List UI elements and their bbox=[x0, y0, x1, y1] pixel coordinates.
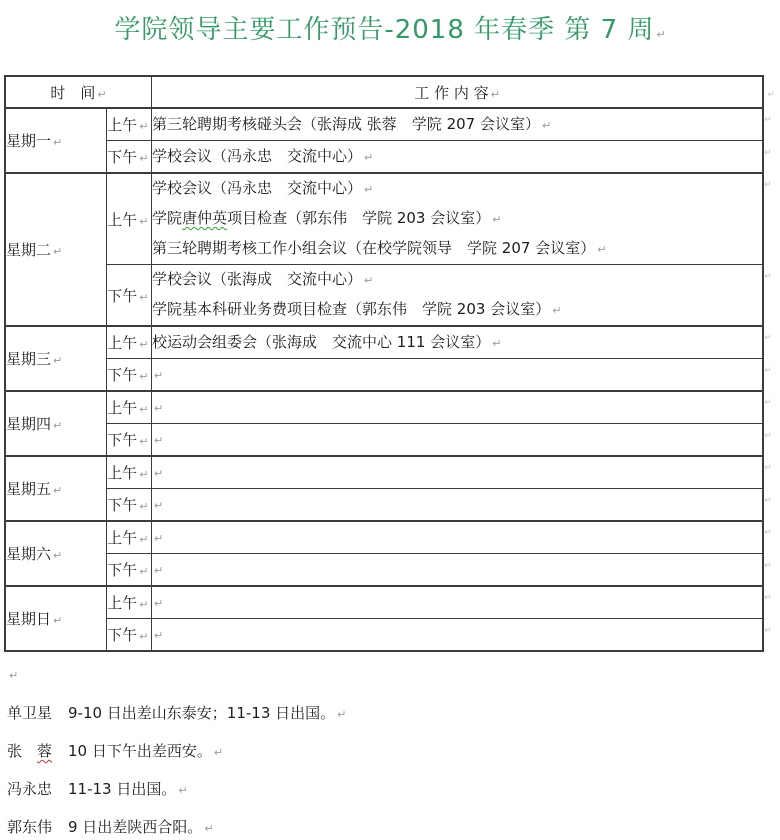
paragraph-mark-icon: ↵ bbox=[154, 368, 164, 382]
schedule-row bbox=[5, 619, 779, 652]
paragraph-mark-icon: ↵ bbox=[139, 598, 149, 611]
paragraph-mark-icon: ↵ bbox=[139, 500, 149, 513]
row-end-mark-icon: ↵ bbox=[764, 463, 772, 473]
paragraph-mark-icon: ↵ bbox=[337, 708, 347, 721]
content-cell bbox=[152, 521, 764, 554]
day-cell bbox=[5, 391, 107, 456]
row-end-marker bbox=[763, 521, 779, 554]
note-line bbox=[7, 816, 780, 838]
paragraph-mark-icon: ↵ bbox=[139, 435, 149, 448]
row-end-mark-icon: ↵ bbox=[767, 90, 775, 100]
note-name: 郭东伟 bbox=[7, 818, 53, 836]
period-label: 上午 bbox=[107, 529, 138, 547]
row-end-mark-icon: ↵ bbox=[764, 180, 772, 190]
paragraph-mark-icon: ↵ bbox=[178, 784, 188, 797]
paragraph-mark-icon: ↵ bbox=[53, 614, 63, 627]
paragraph-mark-icon: ↵ bbox=[53, 136, 63, 149]
schedule-table bbox=[4, 75, 780, 652]
period-label: 上午 bbox=[107, 594, 138, 612]
content-cell bbox=[152, 326, 764, 359]
row-end-marker bbox=[763, 456, 779, 489]
row-end-mark-icon: ↵ bbox=[764, 625, 772, 636]
note-name: 单卫星 bbox=[7, 704, 53, 722]
day-cell bbox=[5, 326, 107, 391]
schedule-line bbox=[152, 620, 762, 650]
note-detail: 9-10 日出差山东泰安；11-13 日出国。 bbox=[68, 704, 336, 722]
empty-paragraph bbox=[7, 664, 780, 686]
content-cell bbox=[152, 489, 764, 522]
row-end-marker bbox=[763, 489, 779, 522]
schedule-line: 学院基本科研业务费项目检查（郭东伟 学院 203 会议室） ↵ bbox=[152, 300, 562, 318]
row-end-marker bbox=[763, 265, 779, 327]
period-label: 上午 bbox=[107, 210, 138, 229]
paragraph-mark-icon: ↵ bbox=[154, 466, 164, 480]
schedule-line bbox=[152, 425, 762, 455]
content-cell bbox=[152, 173, 764, 265]
paragraph-mark-icon: ↵ bbox=[154, 401, 164, 415]
schedule-line: 学校会议（张海成 交流中心） ↵ bbox=[152, 270, 374, 288]
row-end-marker bbox=[763, 554, 779, 587]
row-end-marker bbox=[763, 424, 779, 457]
paragraph-mark-icon: ↵ bbox=[490, 87, 500, 101]
day-cell bbox=[5, 108, 107, 173]
note-line bbox=[7, 740, 780, 762]
paragraph-mark-icon: ↵ bbox=[139, 565, 149, 578]
content-cell bbox=[152, 391, 764, 424]
period-label: 下午 bbox=[107, 148, 138, 166]
table-header-row bbox=[5, 76, 779, 108]
period-cell bbox=[107, 391, 152, 424]
spellcheck-underline: 蓉 bbox=[37, 742, 53, 760]
document-title: 学院领导主要工作预告-2018 年春季 第 7 周 bbox=[114, 15, 655, 45]
schedule-row bbox=[5, 424, 779, 457]
period-cell bbox=[107, 554, 152, 587]
day-label: 星期六 bbox=[6, 545, 52, 563]
content-column-header bbox=[152, 76, 764, 108]
spellcheck-underline: 唐仲英 bbox=[182, 209, 228, 227]
content-cell bbox=[152, 586, 764, 619]
paragraph-mark-icon: ↵ bbox=[597, 243, 607, 256]
paragraph-mark-icon: ↵ bbox=[213, 746, 224, 759]
period-cell bbox=[107, 586, 152, 619]
note-line bbox=[7, 778, 780, 800]
paragraph-mark-icon: ↵ bbox=[9, 669, 19, 682]
period-label: 下午 bbox=[107, 286, 138, 305]
period-cell bbox=[107, 456, 152, 489]
title-row bbox=[0, 0, 780, 45]
row-end-mark-icon: ↵ bbox=[764, 115, 772, 125]
paragraph-mark-icon: ↵ bbox=[364, 183, 374, 196]
period-cell bbox=[107, 424, 152, 457]
paragraph-mark-icon: ↵ bbox=[154, 433, 164, 447]
period-label: 下午 bbox=[107, 626, 138, 644]
paragraph-mark-icon: ↵ bbox=[552, 304, 562, 317]
paragraph-mark-icon: ↵ bbox=[154, 531, 164, 545]
paragraph-mark-icon: ↵ bbox=[139, 214, 149, 228]
paragraph-mark-icon: ↵ bbox=[139, 370, 149, 383]
row-end-mark-icon: ↵ bbox=[764, 147, 772, 158]
content-cell bbox=[152, 619, 764, 652]
period-label: 上午 bbox=[107, 399, 138, 417]
paragraph-mark-icon: ↵ bbox=[53, 245, 63, 258]
period-cell bbox=[107, 108, 152, 141]
content-cell bbox=[152, 456, 764, 489]
schedule-row bbox=[5, 521, 779, 554]
schedule-line bbox=[152, 458, 762, 488]
schedule-line bbox=[152, 360, 762, 390]
paragraph-mark-icon: ↵ bbox=[492, 213, 502, 226]
paragraph-mark-icon: ↵ bbox=[139, 468, 149, 481]
day-label: 星期四 bbox=[6, 415, 52, 433]
time-column-header-label: 时 间 bbox=[50, 83, 96, 102]
schedule-row bbox=[5, 391, 779, 424]
period-cell bbox=[107, 619, 152, 652]
paragraph-mark-icon: ↵ bbox=[139, 120, 149, 133]
period-label: 下午 bbox=[107, 366, 138, 384]
paragraph-mark-icon: ↵ bbox=[53, 549, 63, 562]
schedule-line: 第三轮聘期考核碰头会（张海成 张蓉 学院 207 会议室） ↵ bbox=[152, 114, 552, 133]
period-label: 上午 bbox=[107, 464, 138, 482]
note-detail: 10 日下午出差西安。 bbox=[68, 742, 212, 760]
paragraph-mark-icon: ↵ bbox=[139, 533, 149, 546]
schedule-row bbox=[5, 586, 779, 619]
period-cell bbox=[107, 141, 152, 174]
row-end-mark-icon: ↵ bbox=[764, 365, 772, 376]
schedule-line bbox=[152, 490, 762, 520]
day-label: 星期三 bbox=[6, 350, 52, 368]
paragraph-mark-icon: ↵ bbox=[139, 338, 149, 351]
schedule-line bbox=[152, 588, 762, 618]
schedule-line: 学院唐仲英项目检查（郭东伟 学院 203 会议室） ↵ bbox=[152, 209, 502, 227]
schedule-line: 学校会议（冯永忠 交流中心） ↵ bbox=[152, 179, 374, 197]
content-cell bbox=[152, 554, 764, 587]
content-cell bbox=[152, 141, 764, 174]
note-name: 张 蓉 bbox=[7, 742, 53, 760]
period-label: 上午 bbox=[107, 334, 138, 352]
row-end-marker bbox=[763, 141, 779, 174]
period-cell bbox=[107, 359, 152, 392]
paragraph-mark-icon: ↵ bbox=[154, 628, 164, 642]
row-end-mark-icon: ↵ bbox=[764, 333, 772, 343]
row-end-marker bbox=[763, 619, 779, 652]
notes-section bbox=[7, 702, 780, 838]
schedule-row bbox=[5, 141, 779, 174]
content-cell bbox=[152, 108, 764, 141]
schedule-row bbox=[5, 173, 779, 265]
schedule-line bbox=[152, 555, 762, 585]
period-cell bbox=[107, 521, 152, 554]
row-end-mark-icon: ↵ bbox=[764, 593, 772, 603]
paragraph-mark-icon: ↵ bbox=[154, 596, 164, 610]
paragraph-mark-icon: ↵ bbox=[204, 822, 214, 835]
schedule-row bbox=[5, 326, 779, 359]
day-cell bbox=[5, 521, 107, 586]
paragraph-mark-icon: ↵ bbox=[139, 152, 149, 165]
period-cell bbox=[107, 173, 152, 265]
period-cell bbox=[107, 265, 152, 327]
content-cell bbox=[152, 359, 764, 392]
day-label: 星期日 bbox=[6, 610, 52, 628]
paragraph-mark-icon: ↵ bbox=[364, 150, 374, 164]
paragraph-mark-icon: ↵ bbox=[154, 563, 164, 577]
content-cell bbox=[152, 424, 764, 457]
day-label: 星期五 bbox=[6, 480, 52, 498]
schedule-row bbox=[5, 359, 779, 392]
schedule-line: 第三轮聘期考核工作小组会议（在校学院领导 学院 207 会议室） ↵ bbox=[152, 239, 607, 257]
schedule-row bbox=[5, 489, 779, 522]
schedule-line: 校运动会组委会（张海成 交流中心 111 会议室） ↵ bbox=[152, 332, 502, 351]
schedule-line bbox=[152, 523, 762, 553]
paragraph-mark-icon: ↵ bbox=[541, 118, 552, 132]
day-label: 星期一 bbox=[6, 132, 52, 150]
paragraph-mark-icon: ↵ bbox=[53, 419, 63, 432]
schedule-line bbox=[152, 393, 762, 423]
schedule-line: 学校会议（冯永忠 交流中心） ↵ bbox=[152, 146, 374, 165]
row-end-mark-icon: ↵ bbox=[764, 430, 772, 441]
time-column-header bbox=[5, 76, 152, 108]
schedule-row bbox=[5, 265, 779, 327]
row-end-mark-icon: ↵ bbox=[764, 398, 772, 408]
paragraph-mark-icon: ↵ bbox=[139, 403, 149, 416]
period-cell bbox=[107, 326, 152, 359]
note-name: 冯永忠 bbox=[7, 780, 53, 798]
row-end-marker bbox=[763, 391, 779, 424]
row-end-marker bbox=[763, 359, 779, 392]
row-end-marker bbox=[763, 76, 779, 108]
schedule-row bbox=[5, 554, 779, 587]
paragraph-mark-icon: ↵ bbox=[154, 498, 164, 512]
paragraph-mark-icon: ↵ bbox=[139, 290, 149, 304]
note-line bbox=[7, 702, 780, 724]
paragraph-mark-icon: ↵ bbox=[139, 630, 149, 643]
paragraph-mark-icon: ↵ bbox=[656, 28, 666, 41]
row-end-mark-icon: ↵ bbox=[764, 495, 772, 506]
paragraph-mark-icon: ↵ bbox=[364, 274, 374, 287]
schedule-row bbox=[5, 456, 779, 489]
row-end-mark-icon: ↵ bbox=[764, 528, 772, 538]
content-column-header-label: 工 作 内 容 bbox=[414, 83, 489, 102]
note-detail: 11-13 日出国。 bbox=[68, 780, 177, 798]
day-label: 星期二 bbox=[6, 241, 52, 259]
period-cell bbox=[107, 489, 152, 522]
schedule-row bbox=[5, 108, 779, 141]
content-cell bbox=[152, 265, 764, 327]
day-cell bbox=[5, 456, 107, 521]
row-end-mark-icon: ↵ bbox=[764, 560, 772, 571]
paragraph-mark-icon: ↵ bbox=[53, 484, 63, 497]
day-cell bbox=[5, 586, 107, 651]
row-end-marker bbox=[763, 326, 779, 359]
row-end-marker bbox=[763, 173, 779, 265]
paragraph-mark-icon: ↵ bbox=[492, 336, 502, 350]
paragraph-mark-icon: ↵ bbox=[53, 354, 63, 367]
period-label: 下午 bbox=[107, 431, 138, 449]
period-label: 上午 bbox=[107, 116, 138, 134]
paragraph-mark-icon: ↵ bbox=[97, 87, 107, 101]
row-end-marker bbox=[763, 108, 779, 141]
row-end-mark-icon: ↵ bbox=[764, 271, 772, 282]
note-detail: 9 日出差陕西合阳。 bbox=[68, 818, 203, 836]
period-label: 下午 bbox=[107, 496, 138, 514]
day-cell bbox=[5, 173, 107, 326]
row-end-marker bbox=[763, 586, 779, 619]
schedule-table-body bbox=[5, 108, 779, 651]
period-label: 下午 bbox=[107, 561, 138, 579]
